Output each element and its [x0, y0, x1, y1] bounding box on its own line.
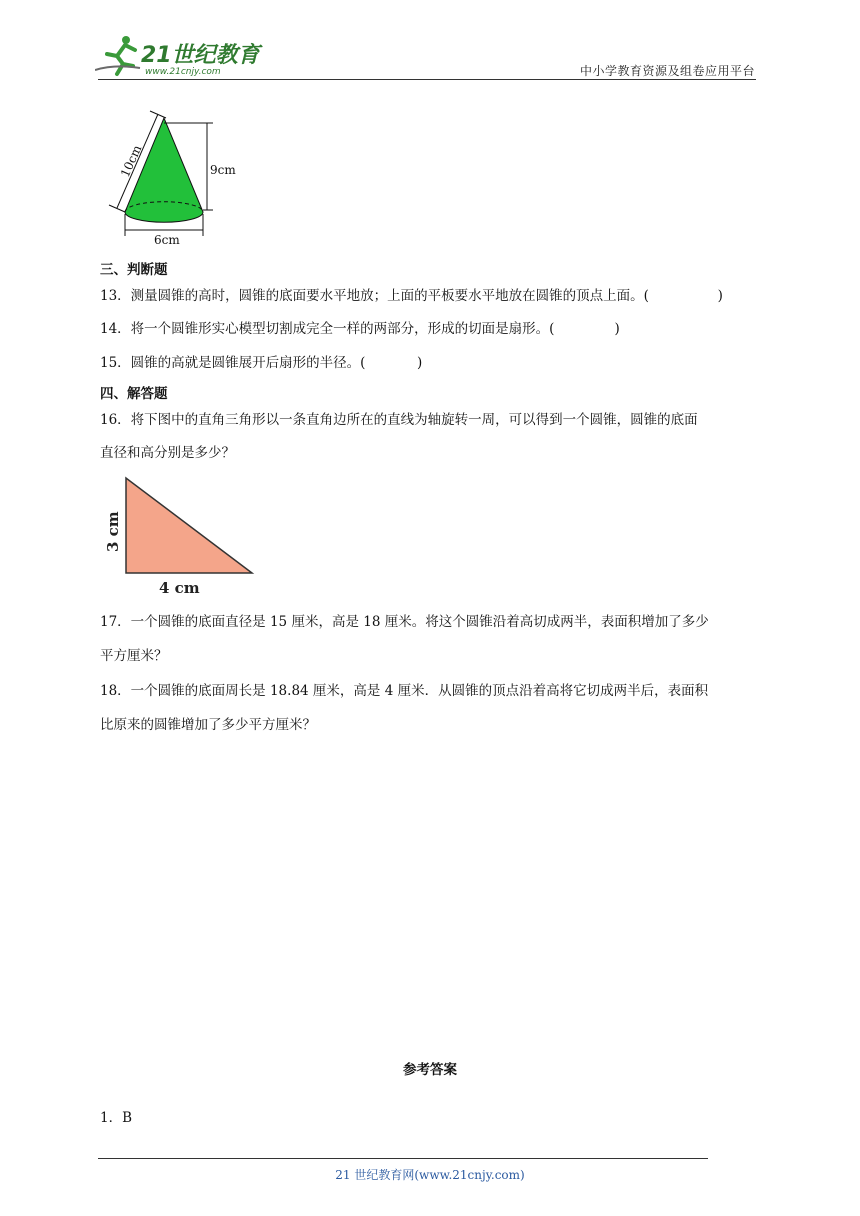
- triangle-figure: [98, 472, 268, 600]
- question-17-line2: 平方厘米？: [100, 648, 168, 664]
- question-14: 14．将一个圆锥形实心模型切割成完全一样的两部分，形成的切面是扇形。( ): [100, 321, 620, 337]
- cone-figure: [98, 108, 248, 248]
- triangle-height-label: 3 cm: [104, 511, 122, 552]
- right-triangle: [126, 478, 252, 573]
- cone-body: [125, 118, 203, 222]
- question-16-line1: 16．将下图中的直角三角形以一条直角边所在的直线为轴旋转一周，可以得到一个圆锥，圆锥的底面: [100, 412, 698, 428]
- section4-title: 四、解答题: [100, 386, 168, 402]
- question-17-line1: 17．一个圆锥的底面直径是 15 厘米，高是 18 厘米。将这个圆锥沿着高切成两半，表面积增加了多少: [100, 614, 709, 630]
- header-platform-text: 中小学教育资源及组卷应用平台: [579, 64, 755, 78]
- question-18-line2: 比原来的圆锥增加了多少平方厘米？: [100, 717, 316, 733]
- question-13: 13．测量圆锥的高时，圆锥的底面要水平地放；上面的平板要水平地放在圆锥的顶点上面。( ): [100, 288, 723, 304]
- logo-url: www.21cnjy.com: [145, 67, 221, 77]
- slant-label: 10cm: [117, 143, 145, 180]
- runner-icon: [95, 36, 140, 74]
- answers-title: 参考答案: [403, 1062, 457, 1078]
- header-divider: [98, 79, 756, 80]
- answer-1: 1．B: [100, 1110, 133, 1126]
- site-logo: [95, 34, 265, 78]
- question-18-line1: 18．一个圆锥的底面周长是 18.84 厘米，高是 4 厘米．从圆锥的顶点沿着高将它切成两半后，表面积: [100, 683, 709, 699]
- footer-divider: [98, 1158, 708, 1159]
- logo-text: 21世纪教育: [141, 43, 260, 68]
- footer-text: 21 世纪教育网(www.21cnjy.com): [335, 1168, 525, 1182]
- height-label: 9cm: [210, 163, 236, 177]
- diameter-label: 6cm: [154, 233, 180, 247]
- question-16-line2: 直径和高分别是多少？: [100, 445, 235, 461]
- section3-title: 三、判断题: [100, 262, 168, 278]
- question-15: 15．圆锥的高就是圆锥展开后扇形的半径。( ): [100, 355, 423, 371]
- triangle-base-label: 4 cm: [159, 579, 200, 597]
